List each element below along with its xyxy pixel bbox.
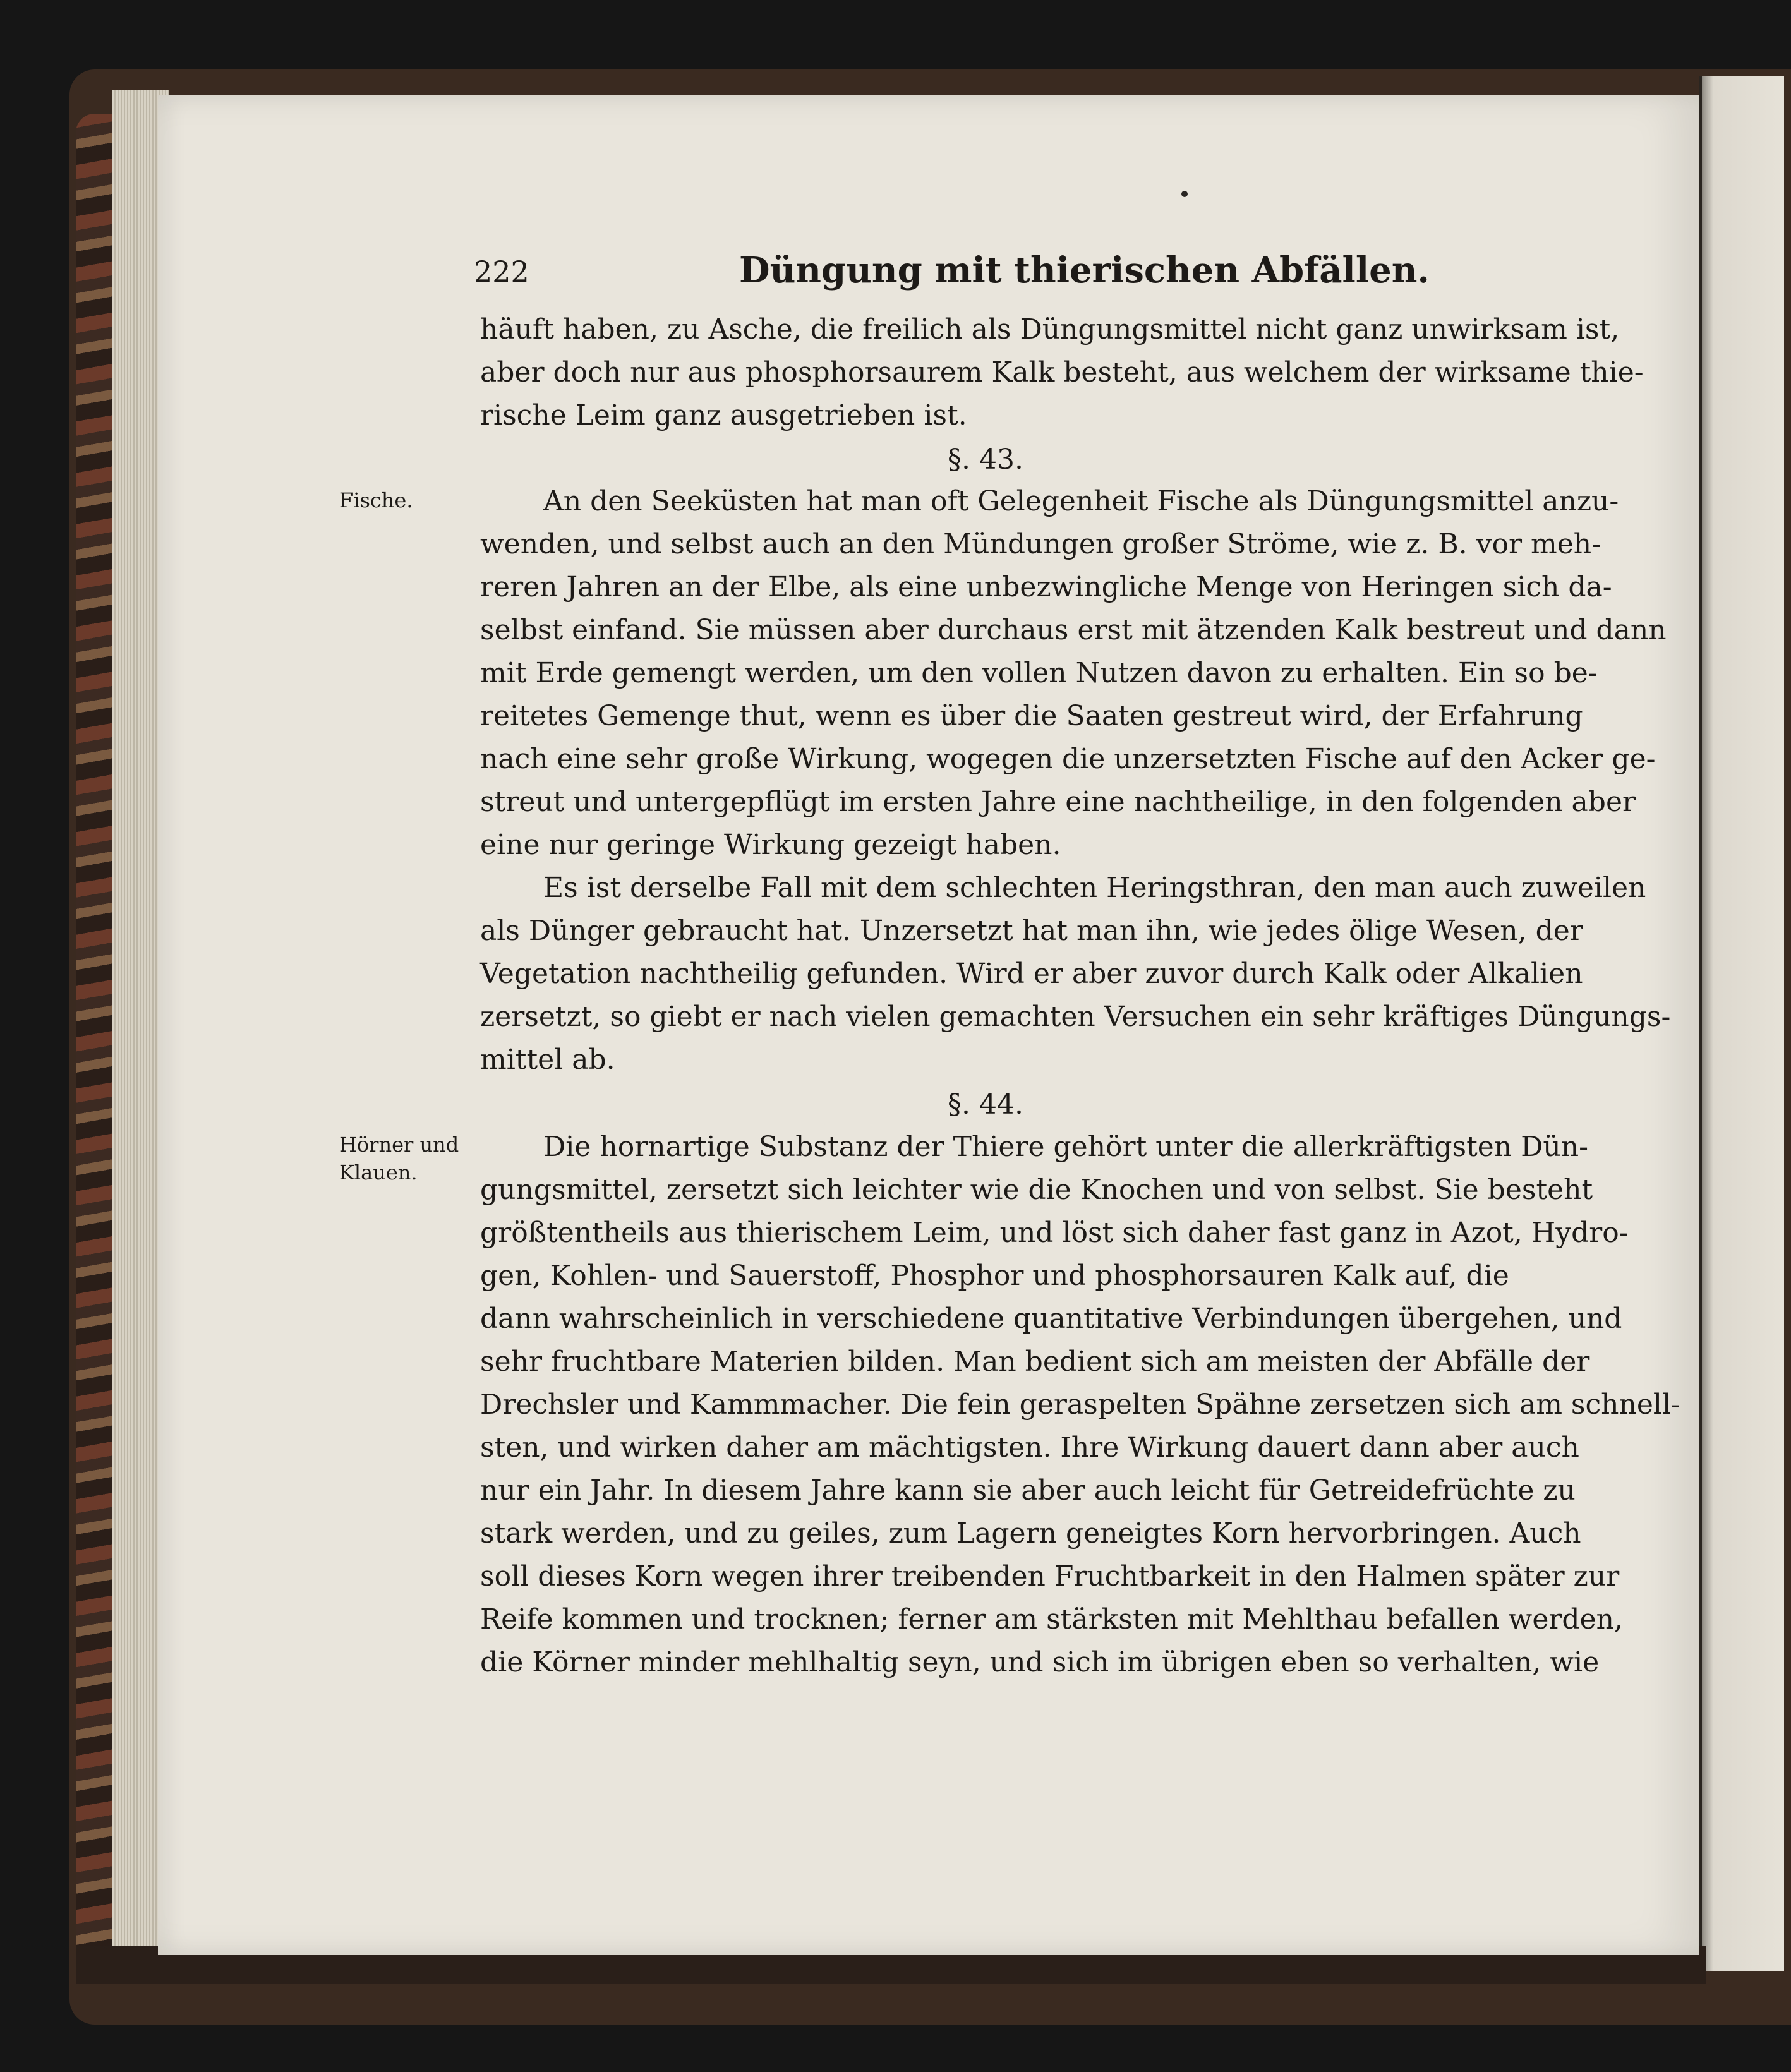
text-line: Vegetation nachtheilig gefunden. Wird er aber zuvor durch Kalk oder Alkalien	[480, 958, 1583, 990]
text-line: Drechsler und Kammmacher. Die fein geraspelten Spähne zersetzen sich am schnell-	[480, 1388, 1680, 1421]
text-line: nur ein Jahr. In diesem Jahre kann sie aber auch leicht für Getreidefrüchte zu	[480, 1474, 1576, 1507]
text-line: häuft haben, zu Asche, die freilich als Düngungsmittel nicht ganz unwirksam ist,	[480, 313, 1620, 346]
margin-note-hoerner-2: Klauen.	[339, 1160, 418, 1184]
text-line: aber doch nur aus phosphorsaurem Kalk besteht, aus welchem der wirksame thie-	[480, 356, 1644, 388]
text-line: reitetes Gemenge thut, wenn es über die Saaten gestreut wird, der Erfahrung	[480, 700, 1583, 732]
margin-note-hoerner-1: Hörner und	[339, 1133, 459, 1157]
text-line: sten, und wirken daher am mächtigsten. Ihre Wirkung dauert dann aber auch	[480, 1431, 1579, 1464]
text-line: rische Leim ganz ausgetrieben ist.	[480, 399, 967, 431]
text-line: mit Erde gemengt werden, um den vollen Nutzen davon zu erhalten. Ein so be-	[480, 657, 1598, 689]
section-heading-44: §. 44.	[948, 1088, 1023, 1121]
text-line: stark werden, und zu geiles, zum Lagern geneigtes Korn hervorbringen. Auch	[480, 1517, 1581, 1550]
text-line: mittel ab.	[480, 1044, 615, 1076]
running-title: Düngung mit thierischen Abfällen.	[739, 250, 1430, 291]
ink-dot	[1181, 191, 1188, 197]
text-line: sehr fruchtbare Materien bilden. Man bedient sich am meisten der Abfälle der	[480, 1346, 1590, 1378]
page-header	[474, 250, 1430, 306]
text-line: An den Seeküsten hat man oft Gelegenheit Fische als Düngungsmittel anzu-	[543, 485, 1619, 517]
text-line: wenden, und selbst auch an den Mündungen großer Ströme, wie z. B. vor meh-	[480, 528, 1601, 560]
text-line: dann wahrscheinlich in verschiedene quantitative Verbindungen übergehen, und	[480, 1303, 1622, 1335]
text-line: die Körner minder mehlhaltig seyn, und sich im übrigen eben so verhalten, wie	[480, 1646, 1600, 1678]
margin-note-fische: Fische.	[339, 488, 413, 512]
text-line: streut und untergepflügt im ersten Jahre eine nachtheilige, in den folgenden aber	[480, 786, 1636, 818]
text-line: gungsmittel, zersetzt sich leichter wie die Knochen und von selbst. Sie besteht	[480, 1174, 1593, 1206]
text-line: zersetzt, so giebt er nach vielen gemachten Versuchen ein sehr kräftiges Düngungs-	[480, 1001, 1671, 1033]
text-line: Die hornartige Substanz der Thiere gehört unter die allerkräftigsten Dün-	[543, 1131, 1588, 1163]
facing-page-edge	[1699, 76, 1784, 1971]
page-number: 222	[474, 255, 529, 289]
text-line: nach eine sehr große Wirkung, wogegen die unzersetzten Fische auf den Acker ge-	[480, 743, 1656, 775]
text-line: Reife kommen und trocknen; ferner am stärksten mit Mehlthau befallen werden,	[480, 1603, 1623, 1635]
text-line: gen, Kohlen- und Sauerstoff, Phosphor und phosphorsauren Kalk auf, die	[480, 1260, 1509, 1292]
marbled-spine	[76, 114, 114, 1965]
text-line: als Dünger gebraucht hat. Unzersetzt hat man ihn, wie jedes ölige Wesen, der	[480, 915, 1583, 947]
text-line: Es ist derselbe Fall mit dem schlechten Heringsthran, den man auch zuweilen	[543, 872, 1646, 904]
text-line: soll dieses Korn wegen ihrer treibenden Fruchtbarkeit in den Halmen später zur	[480, 1560, 1620, 1593]
text-line: eine nur geringe Wirkung gezeigt haben.	[480, 829, 1061, 861]
section-heading-43: §. 43.	[948, 443, 1023, 476]
text-line: reren Jahren an der Elbe, als eine unbezwingliche Menge von Heringen sich da-	[480, 571, 1612, 603]
text-line: größtentheils aus thierischem Leim, und löst sich daher fast ganz in Azot, Hydro-	[480, 1217, 1629, 1249]
text-line: selbst einfand. Sie müssen aber durchaus erst mit ätzenden Kalk bestreut und dann	[480, 614, 1667, 646]
